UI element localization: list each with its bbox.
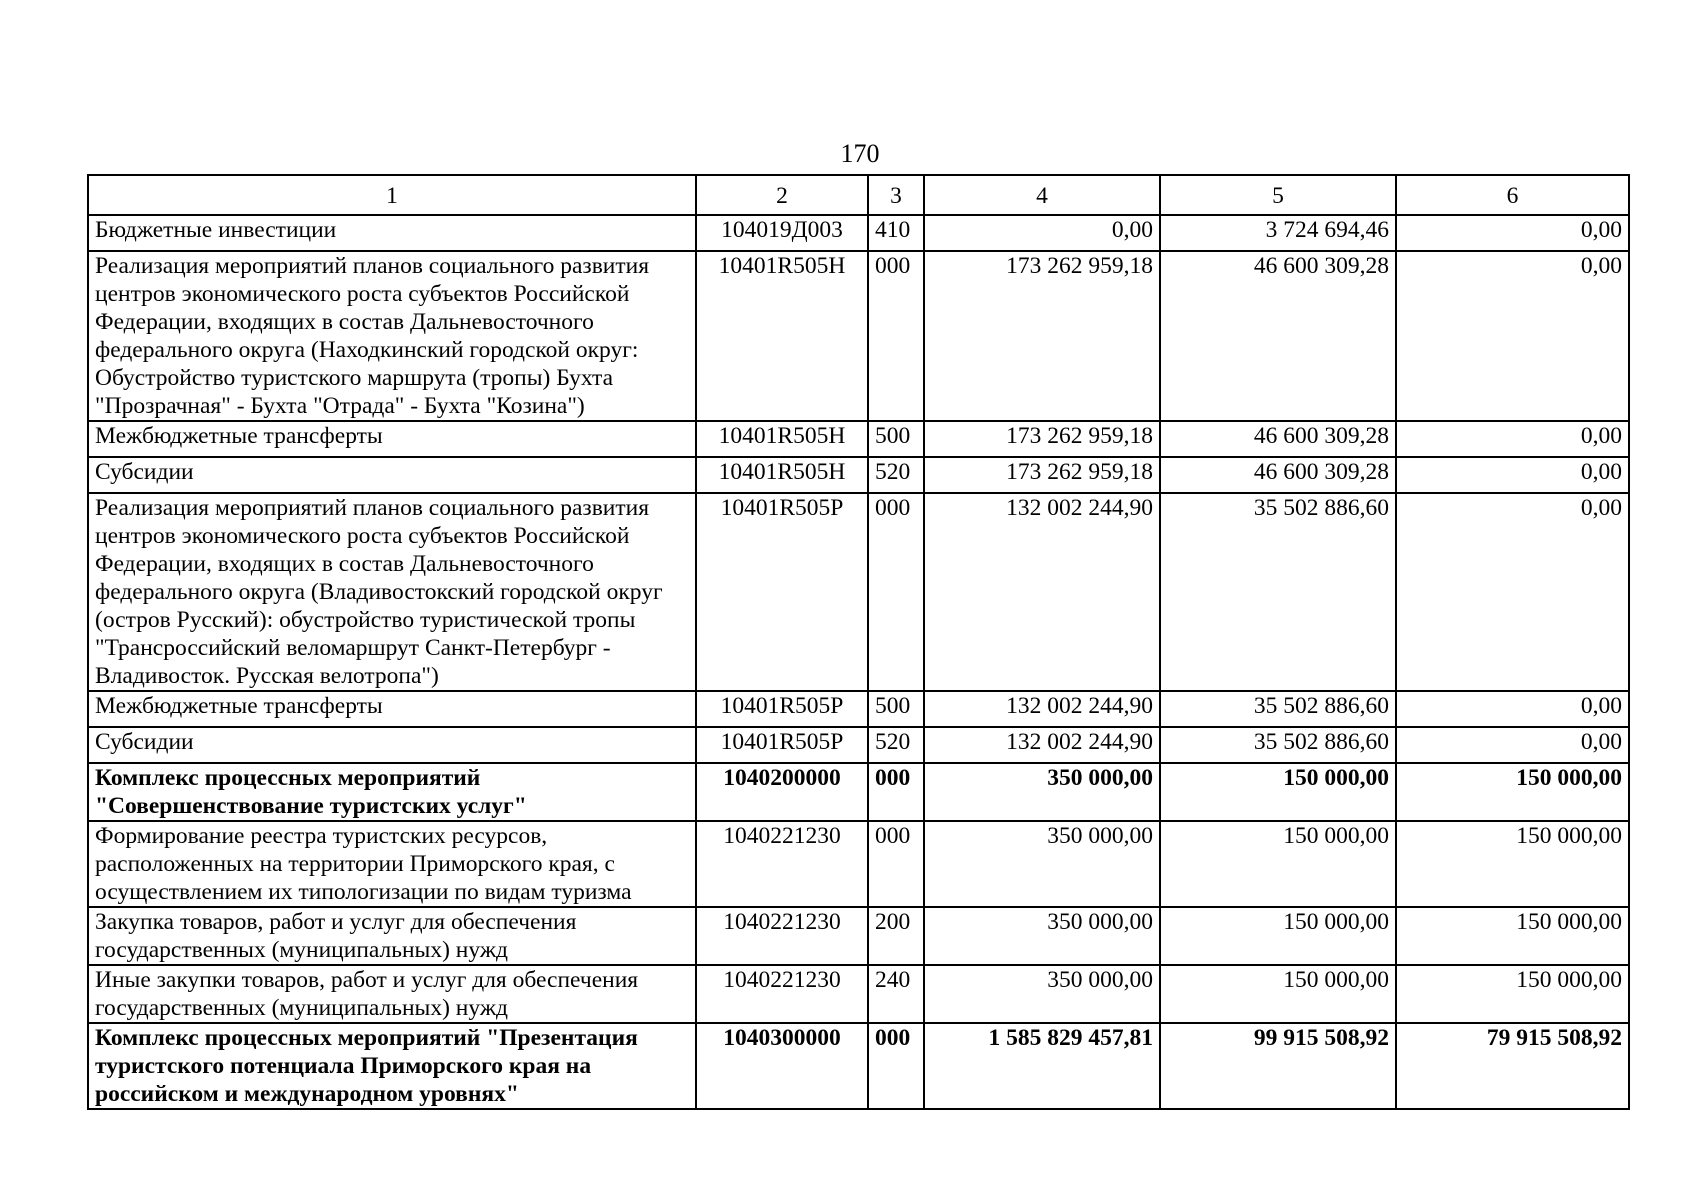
row-name-cell: Субсидии (88, 727, 696, 763)
row-type-cell: 000 (868, 821, 924, 907)
table-row (88, 727, 1629, 763)
row-name-cell: Субсидии (88, 457, 696, 493)
table-row (88, 421, 1629, 457)
row-value-col6-cell: 150 000,00 (1396, 821, 1629, 907)
row-value-col5-cell: 35 502 886,60 (1160, 691, 1396, 727)
row-value-col4-cell: 350 000,00 (924, 907, 1160, 965)
row-name-cell: Межбюджетные трансферты (88, 421, 696, 457)
row-value-col4-cell: 132 002 244,90 (924, 691, 1160, 727)
row-type-cell: 000 (868, 763, 924, 821)
row-type-cell: 000 (868, 251, 924, 421)
table-row (88, 215, 1629, 251)
row-value-col6-cell: 0,00 (1396, 215, 1629, 251)
row-name-cell: Формирование реестра туристских ресурсов, расположенных на территории Приморского края, с осуществлением их типологизации по видам туризма (88, 821, 696, 907)
table-row (88, 493, 1629, 691)
row-value-col5-cell: 3 724 694,46 (1160, 215, 1396, 251)
row-type-cell: 000 (868, 493, 924, 691)
row-code-cell: 10401R505H (696, 421, 868, 457)
table-body (88, 215, 1629, 1109)
row-value-col4-cell: 1 585 829 457,81 (924, 1023, 1160, 1109)
table-row (88, 1023, 1629, 1109)
row-value-col4-cell: 350 000,00 (924, 763, 1160, 821)
row-value-col6-cell: 0,00 (1396, 691, 1629, 727)
column-header: 1 (88, 175, 696, 215)
page-number: 170 (840, 139, 880, 168)
row-type-cell: 520 (868, 727, 924, 763)
row-code-cell: 10401R505H (696, 251, 868, 421)
column-header: 5 (1160, 175, 1396, 215)
budget-table (87, 174, 1630, 1110)
row-value-col6-cell: 79 915 508,92 (1396, 1023, 1629, 1109)
row-value-col5-cell: 46 600 309,28 (1160, 457, 1396, 493)
row-value-col5-cell: 35 502 886,60 (1160, 727, 1396, 763)
table-row (88, 907, 1629, 965)
row-value-col5-cell: 150 000,00 (1160, 763, 1396, 821)
row-value-col6-cell: 0,00 (1396, 251, 1629, 421)
row-code-cell: 1040200000 (696, 763, 868, 821)
column-header: 4 (924, 175, 1160, 215)
row-name-cell: Межбюджетные трансферты (88, 691, 696, 727)
column-header: 2 (696, 175, 868, 215)
row-value-col4-cell: 350 000,00 (924, 821, 1160, 907)
table-row (88, 251, 1629, 421)
table-row (88, 763, 1629, 821)
table-row (88, 965, 1629, 1023)
row-value-col5-cell: 99 915 508,92 (1160, 1023, 1396, 1109)
row-code-cell: 1040221230 (696, 821, 868, 907)
row-value-col6-cell: 0,00 (1396, 421, 1629, 457)
row-value-col5-cell: 46 600 309,28 (1160, 421, 1396, 457)
row-value-col5-cell: 35 502 886,60 (1160, 493, 1396, 691)
row-type-cell: 000 (868, 1023, 924, 1109)
table-header-row (88, 175, 1629, 215)
row-value-col6-cell: 0,00 (1396, 493, 1629, 691)
row-value-col4-cell: 132 002 244,90 (924, 493, 1160, 691)
row-value-col4-cell: 173 262 959,18 (924, 421, 1160, 457)
row-name-cell: Иные закупки товаров, работ и услуг для обеспечения государственных (муниципальных) нужд (88, 965, 696, 1023)
row-value-col5-cell: 150 000,00 (1160, 821, 1396, 907)
row-name-cell: Комплекс процессных мероприятий "Презентация туристского потенциала Приморского края на российском и международном уровнях" (88, 1023, 696, 1109)
row-type-cell: 520 (868, 457, 924, 493)
table-row (88, 691, 1629, 727)
row-type-cell: 500 (868, 421, 924, 457)
row-name-cell: Комплекс процессных мероприятий "Совершенствование туристских услуг" (88, 763, 696, 821)
row-code-cell: 10401R505P (696, 691, 868, 727)
row-value-col5-cell: 150 000,00 (1160, 965, 1396, 1023)
row-type-cell: 200 (868, 907, 924, 965)
row-code-cell: 104019Д003 (696, 215, 868, 251)
row-type-cell: 240 (868, 965, 924, 1023)
row-name-cell: Реализация мероприятий планов социального развития центров экономического роста субъектов Российской Федерации, входящих в состав Дальневосточного федерального округа (Находкинский городской округ: Обустройство туристского маршрута (тропы) Бухта "Прозрачная" - Бухта "Отрада" - Бухта "Козина") (88, 251, 696, 421)
row-code-cell: 1040300000 (696, 1023, 868, 1109)
row-value-col6-cell: 0,00 (1396, 457, 1629, 493)
row-name-cell: Бюджетные инвестиции (88, 215, 696, 251)
table-row (88, 821, 1629, 907)
column-header: 3 (868, 175, 924, 215)
table-row (88, 457, 1629, 493)
row-code-cell: 1040221230 (696, 907, 868, 965)
row-type-cell: 410 (868, 215, 924, 251)
row-name-cell: Закупка товаров, работ и услуг для обеспечения государственных (муниципальных) нужд (88, 907, 696, 965)
row-value-col4-cell: 350 000,00 (924, 965, 1160, 1023)
row-type-cell: 500 (868, 691, 924, 727)
row-value-col4-cell: 173 262 959,18 (924, 251, 1160, 421)
row-value-col6-cell: 0,00 (1396, 727, 1629, 763)
row-value-col5-cell: 150 000,00 (1160, 907, 1396, 965)
row-code-cell: 1040221230 (696, 965, 868, 1023)
column-header: 6 (1396, 175, 1629, 215)
row-code-cell: 10401R505H (696, 457, 868, 493)
row-value-col4-cell: 0,00 (924, 215, 1160, 251)
row-code-cell: 10401R505P (696, 493, 868, 691)
row-value-col5-cell: 46 600 309,28 (1160, 251, 1396, 421)
row-name-cell: Реализация мероприятий планов социального развития центров экономического роста субъектов Российской Федерации, входящих в состав Дальневосточного федерального округа (Владивостокский городской округ (остров Русский): обустройство туристической тропы "Трансроссийский веломаршрут Санкт-Петербург - Владивосток. Русская велотропа") (88, 493, 696, 691)
row-value-col4-cell: 132 002 244,90 (924, 727, 1160, 763)
row-value-col6-cell: 150 000,00 (1396, 763, 1629, 821)
row-value-col6-cell: 150 000,00 (1396, 965, 1629, 1023)
row-code-cell: 10401R505P (696, 727, 868, 763)
row-value-col4-cell: 173 262 959,18 (924, 457, 1160, 493)
row-value-col6-cell: 150 000,00 (1396, 907, 1629, 965)
